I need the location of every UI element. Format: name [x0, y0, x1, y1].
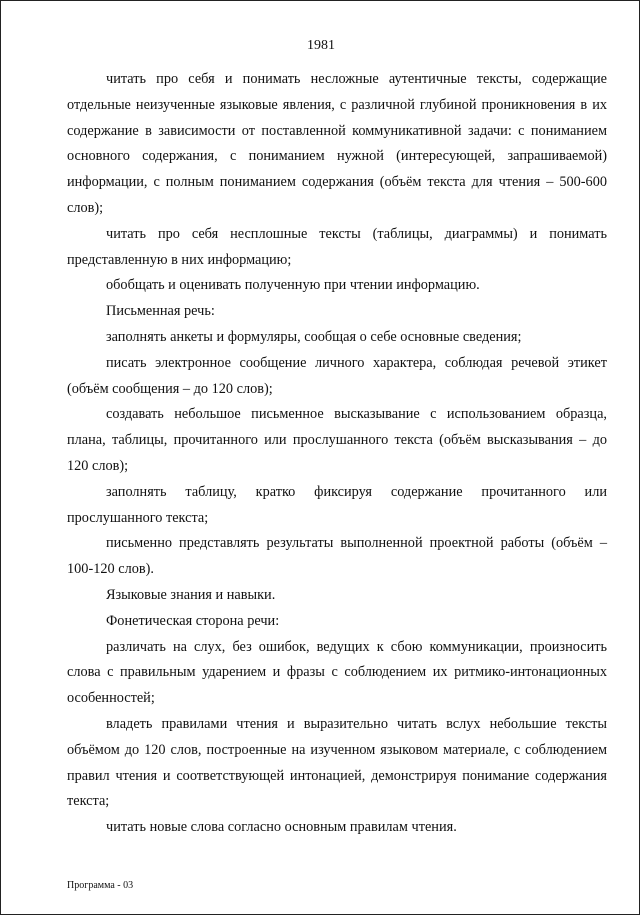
section-heading: Фонетическая сторона речи:: [106, 612, 280, 629]
paragraph: заполнять анкеты и формуляры, сообщая о себе основные сведения;: [106, 328, 522, 345]
section-heading: Языковые знания и навыки.: [106, 586, 276, 603]
paragraph: создавать небольшое письменное высказывание с использованием образца, плана, таблицы, прочитанного или прослушанного текста (объём высказывания – до 120 слов);: [67, 406, 607, 474]
paragraph: заполнять таблицу, кратко фиксируя содержание прочитанного или прослушанного текста;: [67, 483, 607, 526]
paragraph: различать на слух, без ошибок, ведущих к сбою коммуникации, произносить слова с правильным ударением и фразы с соблюдением их ритмико-интонационных особенностей;: [67, 638, 607, 707]
document-body: [67, 67, 607, 841]
section-heading: Письменная речь:: [106, 303, 215, 320]
paragraph: читать новые слова согласно основным правилам чтения.: [106, 819, 457, 836]
paragraph: письменно представлять результаты выполненной проектной работы (объём – 100-120 слов).: [67, 535, 607, 578]
paragraph: владеть правилами чтения и выразительно читать вслух небольшие тексты объёмом до 120 слов, построенные на изученном языковом материале, с соблюдением правил чтения и соответствующей интонацией, демонстрируя понимание содержания текста;: [67, 715, 607, 810]
footer-label: Программа - 03: [67, 880, 134, 891]
page-number: 1981: [307, 38, 335, 53]
paragraph: обобщать и оценивать полученную при чтении информацию.: [106, 277, 480, 294]
paragraph: читать про себя несплошные тексты (таблицы, диаграммы) и понимать представленную в них информацию;: [67, 225, 607, 268]
paragraph: писать электронное сообщение личного характера, соблюдая речевой этикет (объём сообщения – до 120 слов);: [67, 354, 607, 397]
paragraph: читать про себя и понимать несложные аутентичные тексты, содержащие отдельные неизученные языковые явления, с различной глубиной проникновения в их содержание в зависимости от поставленной коммуникативной задачи: с пониманием основного содержания, с пониманием нужной (интересующей, запрашиваемой) информации, с полным пониманием содержания (объём текста для чтения – 500-600 слов);: [67, 71, 607, 216]
